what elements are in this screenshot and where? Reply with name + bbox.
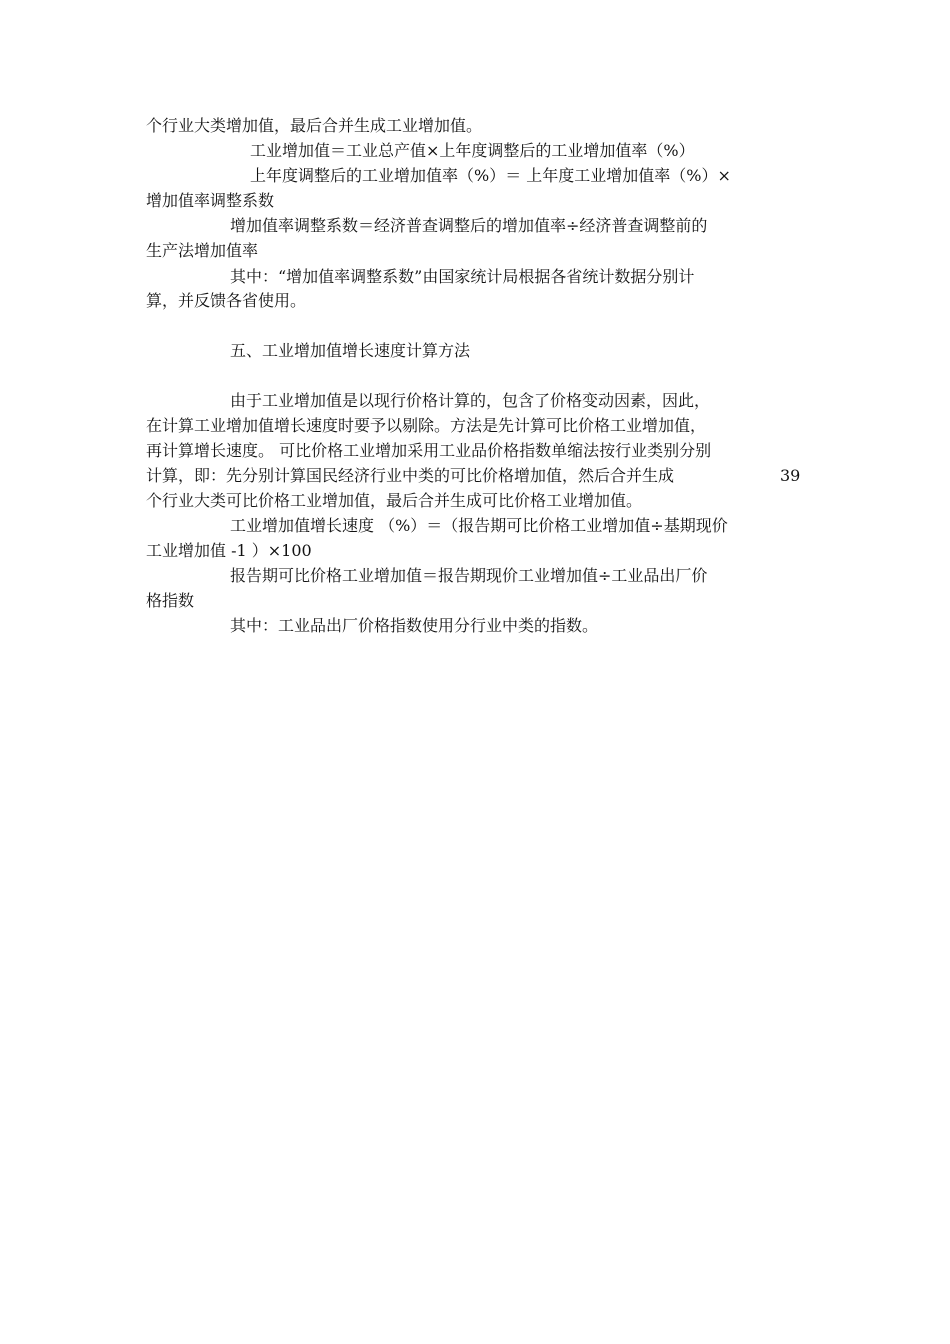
text-line: 在计算工业增加值增长速度时要予以剔除。方法是先计算可比价格工业增加值， [146, 416, 707, 435]
text-line: 其中：“增加值率调整系数”由国家统计局根据各省统计数据分别计 [230, 267, 695, 286]
formula-line: 报告期可比价格工业增加值＝报告期现价工业增加值÷工业品出厂价 [230, 566, 708, 585]
text-line: 由于工业增加值是以现行价格计算的，包含了价格变动因素，因此， [230, 391, 711, 410]
text-line: 格指数 [146, 591, 195, 610]
formula-line: 工业增加值＝工业总产值×上年度调整后的工业增加值率（%） [250, 141, 695, 160]
number-text: 39 [780, 466, 801, 485]
formula-line: 增加值率调整系数＝经济普查调整后的增加值率÷经济普查调整前的 [230, 216, 708, 235]
formula-line: 工业增加值 -1 ）×100 [146, 541, 312, 560]
section-heading: 五、工业增加值增长速度计算方法 [230, 341, 471, 360]
text-line: 个行业大类可比价格工业增加值，最后合并生成可比价格工业增加值。 [146, 491, 643, 510]
formula-line: 上年度调整后的工业增加值率（%）＝ 上年度工业增加值率（%）× [250, 166, 731, 185]
text-line: 生产法增加值率 [146, 241, 259, 260]
text-line: 增加值率调整系数 [146, 191, 275, 210]
text-line: 个行业大类增加值，最后合并生成工业增加值。 [146, 116, 483, 135]
text-line: 算，并反馈各省使用。 [146, 291, 307, 310]
text-line: 计算，即：先分别计算国民经济行业中类的可比价格增加值，然后合并生成 [146, 466, 675, 485]
formula-line: 工业增加值增长速度 （%）＝（报告期可比价格工业增加值÷基期现价 [230, 516, 728, 535]
text-line: 其中：工业品出厂价格指数使用分行业中类的指数。 [230, 616, 599, 635]
text-line: 再计算增长速度。 可比价格工业增加采用工业品价格指数单缩法按行业类别分别 [146, 441, 712, 460]
